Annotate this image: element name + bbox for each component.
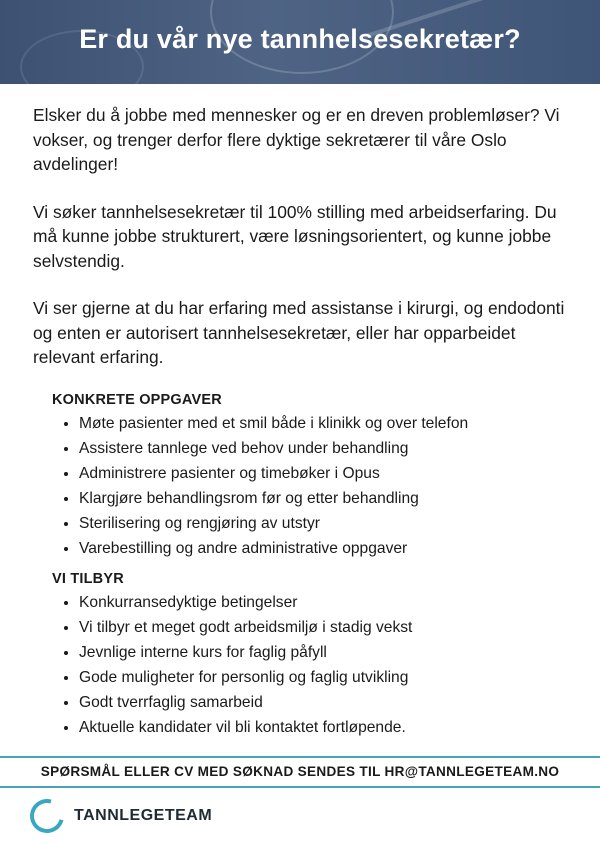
divider-top: [0, 756, 600, 758]
tasks-heading: KONKRETE OPPGAVER: [52, 392, 222, 408]
page-title: Er du vår nye tannhelsesekretær?: [79, 24, 521, 54]
header-banner: [0, 0, 600, 84]
list-item: • Gode muligheter for personlig og faglig utvikling: [79, 665, 599, 690]
list-item: • Jevnlige interne kurs for faglig påfyll: [79, 640, 599, 665]
intro-paragraph: Elsker du å jobbe med mennesker og er en dreven problemløser? Vi vokser, og trenger derfor flere dyktige sekretærer til våre Oslo avdelinger!: [33, 105, 560, 174]
intro-paragraph: Vi ser gjerne at du har erfaring med assistanse i kirurgi, og endodonti og enten er autorisert tannhelsesekretær, eller har opparbeidet relevant erfaring.: [33, 298, 565, 367]
list-item: • Sterilisering og rengjøring av utstyr: [79, 511, 599, 536]
logo-text: TANNLEGETEAM: [74, 807, 213, 824]
list-item: • Møte pasienter med et smil både i klinikk og over telefon: [79, 411, 599, 436]
list-item: • Konkurransedyktige betingelser: [79, 590, 599, 615]
list-item: • Aktuelle kandidater vil bli kontaktet fortløpende.: [79, 715, 599, 740]
list-item: • Godt tverrfaglig samarbeid: [79, 690, 599, 715]
contact-line: SPØRSMÅL ELLER CV MED SØKNAD SENDES TIL HR@TANNLEGETEAM.NO: [40, 764, 560, 779]
list-item: • Assistere tannlege ved behov under behandling: [79, 436, 599, 461]
tasks-list: [62, 411, 599, 561]
intro-text: [33, 103, 573, 393]
list-item: • Administrere pasienter og timebøker i Opus: [79, 461, 599, 486]
company-logo: [30, 799, 212, 833]
list-item: • Varebestilling og andre administrative oppgaver: [79, 536, 599, 561]
list-item: • Klargjøre behandlingsrom før og etter behandling: [79, 486, 599, 511]
divider-bottom: [0, 786, 600, 788]
list-item: • Vi tilbyr et meget godt arbeidsmiljø i stadig vekst: [79, 615, 599, 640]
offer-heading: VI TILBYR: [52, 571, 124, 587]
intro-paragraph: Vi søker tannhelsesekretær til 100% stilling med arbeidserfaring. Du må kunne jobbe strukturert, være løsningsorientert, og kunne jobbe selvstendig.: [33, 201, 557, 271]
logo-ring-icon: [24, 793, 70, 839]
offer-list: [62, 590, 599, 740]
